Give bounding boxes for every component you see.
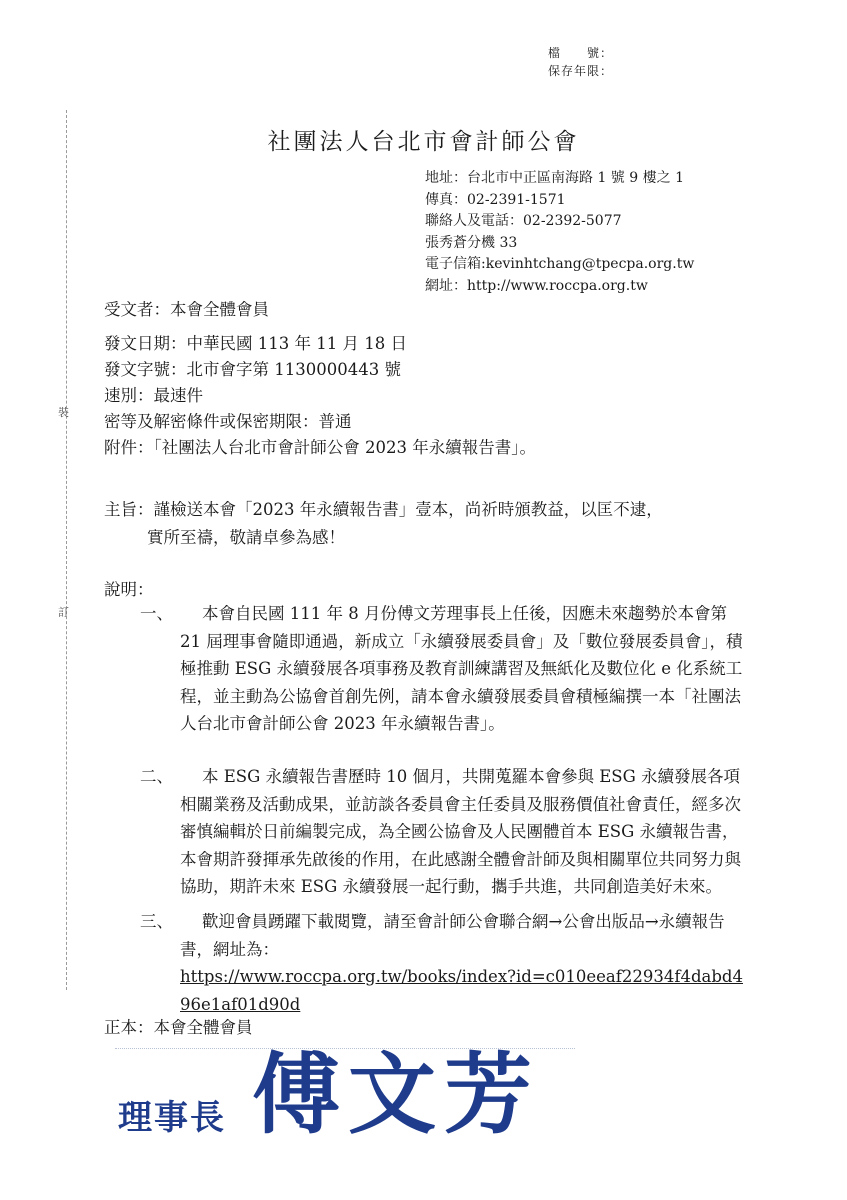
report-download-link[interactable]: https://www.roccpa.org.tw/books/index?id=c010eeaf22934f4dabd496e1af01d90d	[180, 967, 743, 1014]
attachment: 附件：「社團法人台北市會計師公會 2023 年永續報告書」。	[104, 438, 536, 457]
item-number: 三、	[140, 912, 173, 931]
issue-date: 發文日期：中華民國 113 年 11 月 18 日	[104, 334, 407, 353]
item-text: 本 ESG 永續報告書歷時 10 個月，共開蒐羅本會參與 ESG 永續發展各項相關業務及活動成果，並訪談各委員會主任委員及服務價值社會責任，經多次審慎編輯於日前編製完成，為全國公協會及人民團體首本 ESG 永續報告書，本會期許發揮承先啟後的作用，在此感謝全體會計師及與相關單位共同努力與協助，期許未來 ESG 永續發展一起行動，攜手共進，共同創造美好未來。	[180, 767, 741, 896]
item-text: 歡迎會員踴躍下載閱覽，請至會計師公會聯合網→公會出版品→永續報告書，網址為：	[180, 912, 725, 959]
contact-phone: 聯絡人及電話：02-2392-5077	[425, 213, 622, 229]
address: 地址：台北市中正區南海路 1 號 9 樓之 1	[425, 170, 684, 186]
contact-block	[425, 168, 694, 297]
item-number: 二、	[140, 767, 173, 786]
signature-title: 理事長	[118, 1098, 226, 1138]
explanation-item-3	[140, 908, 752, 1018]
document-number: 發文字號：北市會字第 1130000443 號	[104, 360, 401, 379]
explanation-label: 說明：	[104, 580, 154, 599]
speed-category: 速別：最速件	[104, 386, 203, 405]
explanation-item-1	[140, 600, 752, 738]
email: 電子信箱:kevinhtchang@tpecpa.org.tw	[425, 256, 695, 272]
item-number: 一、	[140, 604, 173, 623]
fax: 傳真：02-2391-1571	[425, 191, 566, 208]
recipient: 受文者：本會全體會員	[104, 300, 269, 319]
subject-line-2: 實所至禱，敬請卓參為感！	[147, 528, 345, 547]
binding-mark-bottom: 訂	[58, 606, 69, 619]
archive-info	[548, 44, 613, 80]
security-level: 密等及解密條件或保密期限：普通	[104, 412, 352, 431]
explanation-item-2	[140, 763, 752, 901]
subject-line-1: 主旨：謹檢送本會「2023 年永續報告書」壹本，尚祈時頒教益，以匡不逮，	[104, 500, 663, 519]
binding-mark-top: 裝	[58, 406, 69, 419]
website: 網址：http://www.roccpa.org.tw	[425, 277, 648, 294]
signature-name-stamp: 傅文芳	[252, 1042, 541, 1146]
carbon-copy: 正本：本會全體會員	[104, 1018, 253, 1037]
contact-person: 張秀蒼分機 33	[425, 234, 518, 251]
retention-label: 保存年限：	[548, 64, 614, 78]
subject	[104, 496, 754, 552]
org-title: 社團法人台北市會計師公會	[267, 129, 580, 155]
binding-line	[66, 110, 67, 990]
file-number-label: 檔 號：	[548, 46, 614, 60]
item-text: 本會自民國 111 年 8 月份傅文芳理事長上任後，因應未來趨勢於本會第 21 屆理事會隨即通過，新成立「永續發展委員會」及「數位發展委員會」，積極推動 ESG 永續發展各項事務及教育訓練講習及無紙化及數位化 e 化系統工程，並主動為公協會首創先例，請本會永續發展委員會積極編撰一本「社團法人台北市會計師公會 2023 年永續報告書」。	[180, 604, 743, 733]
